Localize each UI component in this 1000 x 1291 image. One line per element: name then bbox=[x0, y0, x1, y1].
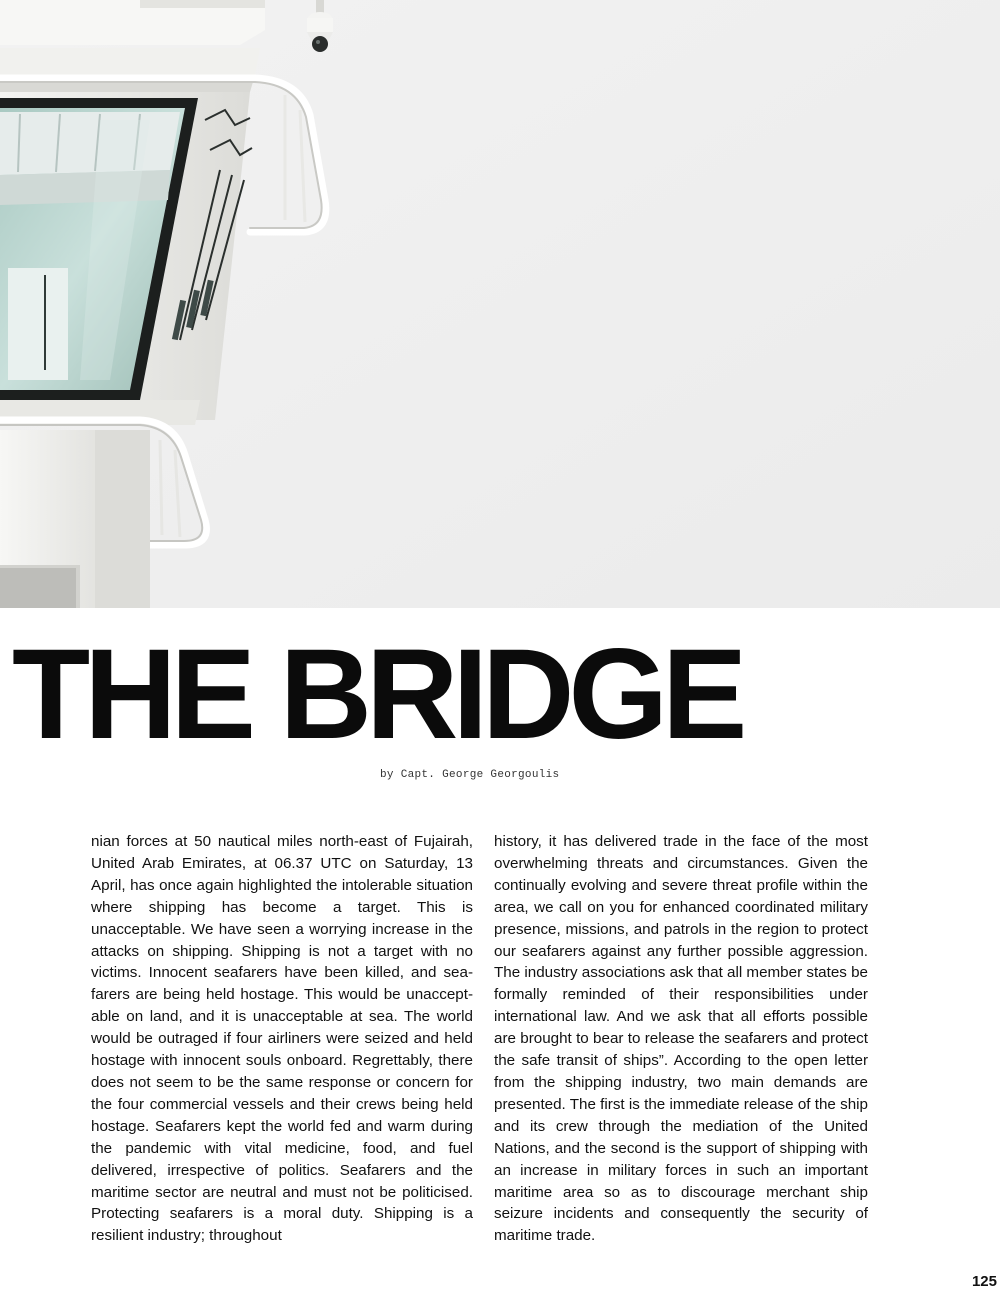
article-column-right: history, it has delivered trade in the face of the most overwhelming threats and circumstances. Given the continually evolving and severe threat profile within the area, we call on you for enhanced coordinated military presence, missions, and patrols in the region to protect our seafarers against any further possible aggression. The industry associations ask that all member states be formally reminded of their responsibilities under international law. And we ask that all efforts possible are brought to bear to release the seafarers and protect the safe transit of ships”. According to the open letter from the shipping industry, two main demands are presented. The first is the immediate release of the ship and its crew through the mediation of the United Nations, and the second is the support of shipping with an increase in military forces in such an important maritime area so as to discourage merchant ship seizure incidents and consequently the security of maritime trade. bbox=[494, 833, 868, 1245]
hero-photo bbox=[0, 0, 1000, 608]
article-title: THE BRIDGE bbox=[12, 623, 742, 766]
page-number: 125 bbox=[971, 1273, 997, 1290]
article-column-left: nian forces at 50 nautical miles north-east of Fujairah, United Arab Emirates, at 06.37 UTC on Saturday, 13 April, has once again highlighted the intolerable situation where shipping has become a target. This is unacceptable. We have seen a worrying increase in the attacks on shipping. Shipping is not a target with no victims. Innocent seafarers have been killed, and seafarers are being held hostage. This would be unacceptable on land, and it is unacceptable at sea. The world would be outraged if four airliners were seized and held hostage with innocent souls onboard. Regrettably, there does not seem to be the same response or concern for the four commercial vessels and their crews being held hostage. Seafarers kept the world fed and warm during the pandemic with vital medicine, food, and fuel delivered, irrespective of politics. Seafarers and the maritime sector are neutral and must not be politicised. Protecting seafarers is a moral duty. Shipping is a resilient industry; throughout bbox=[91, 833, 473, 1245]
article-byline: by Capt. George Georgoulis bbox=[380, 769, 560, 781]
